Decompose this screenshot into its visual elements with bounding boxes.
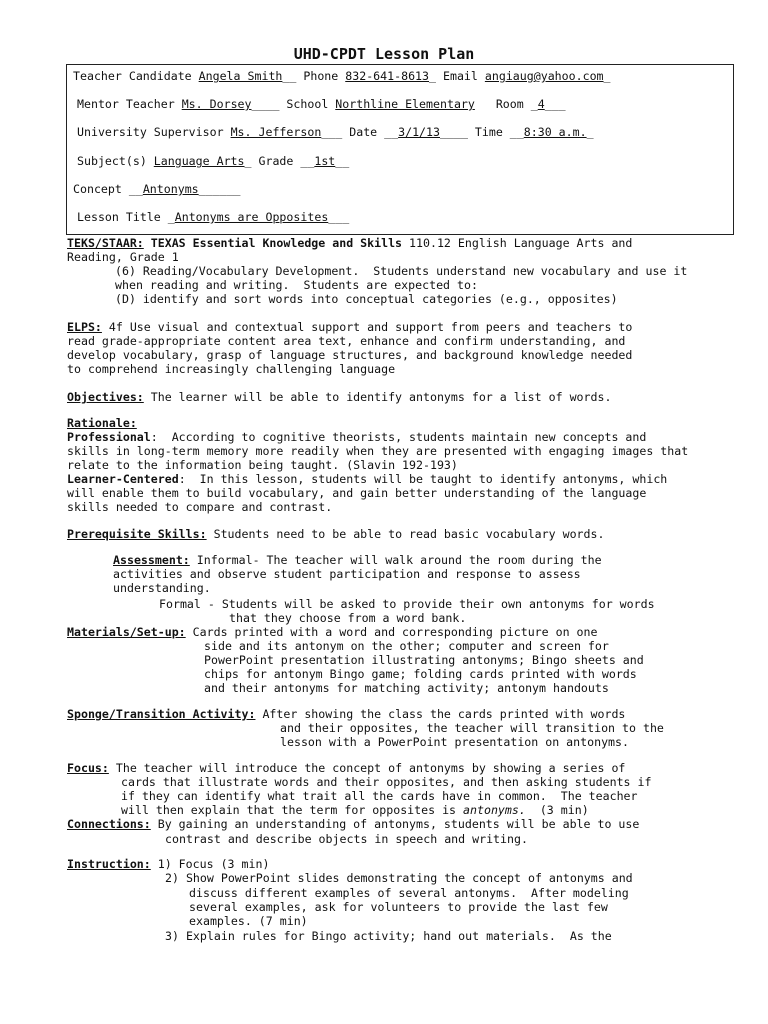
focus-line-4-text: will then explain that the term for opposites is xyxy=(121,803,464,817)
rationale-professional-line-2: skills in long-term memory more readily when they are presented with engaging images that xyxy=(67,444,689,458)
sponge-line-1-text: After showing the class the cards printed with words xyxy=(255,707,626,721)
focus-line-4 xyxy=(121,803,589,817)
elps-label: ELPS: xyxy=(67,320,102,334)
assessment-line-3: understanding. xyxy=(113,581,211,595)
candidate-label: Teacher Candidate xyxy=(73,69,199,83)
email-pad: _ xyxy=(603,69,611,83)
time-label: Time __ xyxy=(467,125,524,139)
sponge-line-1 xyxy=(67,707,625,721)
materials-line-1 xyxy=(67,625,598,639)
focus-line-3: if they can identify what trait all the cards have in common. The teacher xyxy=(121,789,638,803)
materials-line-5: and their antonyms for matching activity; antonym handouts xyxy=(204,681,609,695)
objectives-label: Objectives: xyxy=(67,390,144,404)
header-row-candidate xyxy=(73,69,611,83)
rationale-professional-line-3: relate to the information being taught. (Slavin 192-193) xyxy=(67,458,458,472)
supervisor-label: University Supervisor xyxy=(77,125,231,139)
instruction-line-1 xyxy=(67,857,269,871)
phone-pad: _ xyxy=(429,69,436,83)
instruction-line-6: 3) Explain rules for Bingo activity; hand out materials. As the xyxy=(165,929,612,943)
assessment-line-5: that they choose from a word bank. xyxy=(229,611,467,625)
time-value: 8:30 a.m. xyxy=(523,125,587,139)
assessment-line-4: Formal - Students will be asked to provide their own antonyms for words xyxy=(159,597,655,611)
assessment-line-1 xyxy=(113,553,602,567)
teks-standard-name: TEXAS Essential Knowledge and Skills xyxy=(143,236,403,250)
email-value: angiaug@yahoo.com xyxy=(484,69,604,83)
document-title: UHD-CPDT Lesson Plan xyxy=(293,45,475,63)
connections-line-1 xyxy=(67,817,639,831)
teks-line-1 xyxy=(67,236,632,250)
rationale-heading xyxy=(67,416,137,430)
grade-pad: __ xyxy=(335,154,350,168)
header-row-subject xyxy=(77,154,349,168)
phone-value: 832-641-8613 xyxy=(345,69,430,83)
elps-line-1-text: 4f Use visual and contextual support and support from peers and teachers to xyxy=(101,320,633,334)
rationale-label: Rationale: xyxy=(67,416,137,430)
focus-line-4-time: (3 min) xyxy=(525,803,589,817)
teks-line-3: (6) Reading/Vocabulary Development. Students understand new vocabulary and use it xyxy=(115,264,688,278)
subject-pad: _ xyxy=(244,154,252,168)
time-pad: _ xyxy=(586,125,594,139)
grade-label: Grade __ xyxy=(251,154,315,168)
materials-line-4: chips for antonym Bingo game; folding cards printed with words xyxy=(204,667,637,681)
materials-line-1-text: Cards printed with a word and corresponding picture on one xyxy=(185,625,598,639)
objectives xyxy=(67,390,611,404)
professional-label: Professional xyxy=(67,430,151,444)
teks-line-4: when reading and writing. Students are expected to: xyxy=(115,278,478,292)
learner-centered-label: Learner-Centered xyxy=(67,472,179,486)
materials-label: Materials/Set-up: xyxy=(67,625,186,639)
rationale-professional-line-1 xyxy=(67,430,646,444)
lesson-title-label: Lesson Title _ xyxy=(77,210,175,224)
focus-line-1-text: The teacher will introduce the concept of antonyms by showing a series of xyxy=(108,761,626,775)
prerequisite-text: Students need to be able to read basic vocabulary words. xyxy=(206,527,605,541)
connections-label: Connections: xyxy=(67,817,151,831)
focus-line-1 xyxy=(67,761,625,775)
school-name: Northline Elementary xyxy=(335,97,475,111)
instruction-line-4: several examples, ask for volunteers to provide the last few xyxy=(189,900,608,914)
subject-value: Language Arts xyxy=(153,154,245,168)
lesson-title-pad: ___ xyxy=(328,210,350,224)
instruction-line-2: 2) Show PowerPoint slides demonstrating the concept of antonyms and xyxy=(165,871,633,885)
professional-line-1-text: : According to cognitive theorists, students maintain new concepts and xyxy=(150,430,647,444)
concept-label: Concept __ xyxy=(73,182,143,196)
instruction-label: Instruction: xyxy=(67,857,151,871)
focus-line-2: cards that illustrate words and their opposites, and then asking students if xyxy=(121,775,652,789)
connections-line-1-text: By gaining an understanding of antonyms, students will be able to use xyxy=(150,817,640,831)
teks-line-2: Reading, Grade 1 xyxy=(67,250,179,264)
elps-line-1 xyxy=(67,320,632,334)
room-label: Room _ xyxy=(474,97,538,111)
supervisor-name: Ms. Jefferson xyxy=(230,125,322,139)
sponge-line-2: and their opposites, the teacher will transition to the xyxy=(280,721,664,735)
connections-line-2: contrast and describe objects in speech and writing. xyxy=(165,832,528,846)
date-value: 3/1/13 xyxy=(398,125,440,139)
instruction-line-5: examples. (7 min) xyxy=(189,914,308,928)
room-pad: ___ xyxy=(544,97,566,111)
materials-line-3: PowerPoint presentation illustrating antonyms; Bingo sheets and xyxy=(204,653,644,667)
materials-line-2: side and its antonym on the other; computer and screen for xyxy=(204,639,609,653)
phone-label: Phone xyxy=(296,69,346,83)
supervisor-pad: ___ xyxy=(321,125,343,139)
candidate-name: Angela Smith xyxy=(198,69,283,83)
rationale-learner-line-2: will enable them to build vocabulary, and gain better understanding of the language xyxy=(67,486,647,500)
learner-line-1-text: : In this lesson, students will be taught to identify antonyms, which xyxy=(178,472,668,486)
candidate-pad: __ xyxy=(282,69,297,83)
elps-line-4: to comprehend increasingly challenging language xyxy=(67,362,396,376)
date-label: Date __ xyxy=(342,125,399,139)
mentor-name: Ms. Dorsey xyxy=(181,97,252,111)
instruction-line-3: discuss different examples of several antonyms. After modeling xyxy=(189,886,629,900)
sponge-line-3: lesson with a PowerPoint presentation on antonyms. xyxy=(280,735,630,749)
lesson-title-value: Antonyms are Opposites xyxy=(174,210,329,224)
header-row-concept xyxy=(73,182,241,196)
rationale-learner-line-1 xyxy=(67,472,667,486)
assessment-line-2: activities and observe student participation and response to assess xyxy=(113,567,581,581)
prerequisite-skills xyxy=(67,527,604,541)
teks-line-1-rest: 110.12 English Language Arts and xyxy=(402,236,633,250)
mentor-pad: ____ xyxy=(251,97,280,111)
email-label: Email xyxy=(436,69,485,83)
assessment-line-1-text: Informal- The teacher will walk around the room during the xyxy=(189,553,602,567)
elps-line-3: develop vocabulary, grasp of language structures, and background knowledge needed xyxy=(67,348,633,362)
header-row-mentor xyxy=(77,97,566,111)
prerequisite-label: Prerequisite Skills: xyxy=(67,527,207,541)
objectives-text: The learner will be able to identify antonyms for a list of words. xyxy=(143,390,612,404)
room-value: 4 xyxy=(537,97,545,111)
focus-label: Focus: xyxy=(67,761,109,775)
rationale-learner-line-3: skills needed to compare and contrast. xyxy=(67,500,333,514)
sponge-label: Sponge/Transition Activity: xyxy=(67,707,256,721)
instruction-line-1-text: 1) Focus (3 min) xyxy=(150,857,270,871)
subject-label: Subject(s) xyxy=(77,154,154,168)
school-label: School xyxy=(279,97,336,111)
concept-value: Antonyms xyxy=(142,182,199,196)
date-pad: ____ xyxy=(440,125,468,139)
header-row-lesson-title xyxy=(77,210,349,224)
teks-label: TEKS/STAAR: xyxy=(67,236,144,250)
assessment-label: Assessment: xyxy=(113,553,190,567)
grade-value: 1st xyxy=(314,154,336,168)
header-row-supervisor xyxy=(77,125,594,139)
concept-pad: ______ xyxy=(198,182,241,196)
mentor-label: Mentor Teacher xyxy=(77,97,182,111)
focus-line-4-italic: antonyms. xyxy=(463,803,526,817)
teks-line-5: (D) identify and sort words into conceptual categories (e.g., opposites) xyxy=(115,292,618,306)
elps-line-2: read grade-appropriate content area text, enhance and confirm understanding, and xyxy=(67,334,626,348)
